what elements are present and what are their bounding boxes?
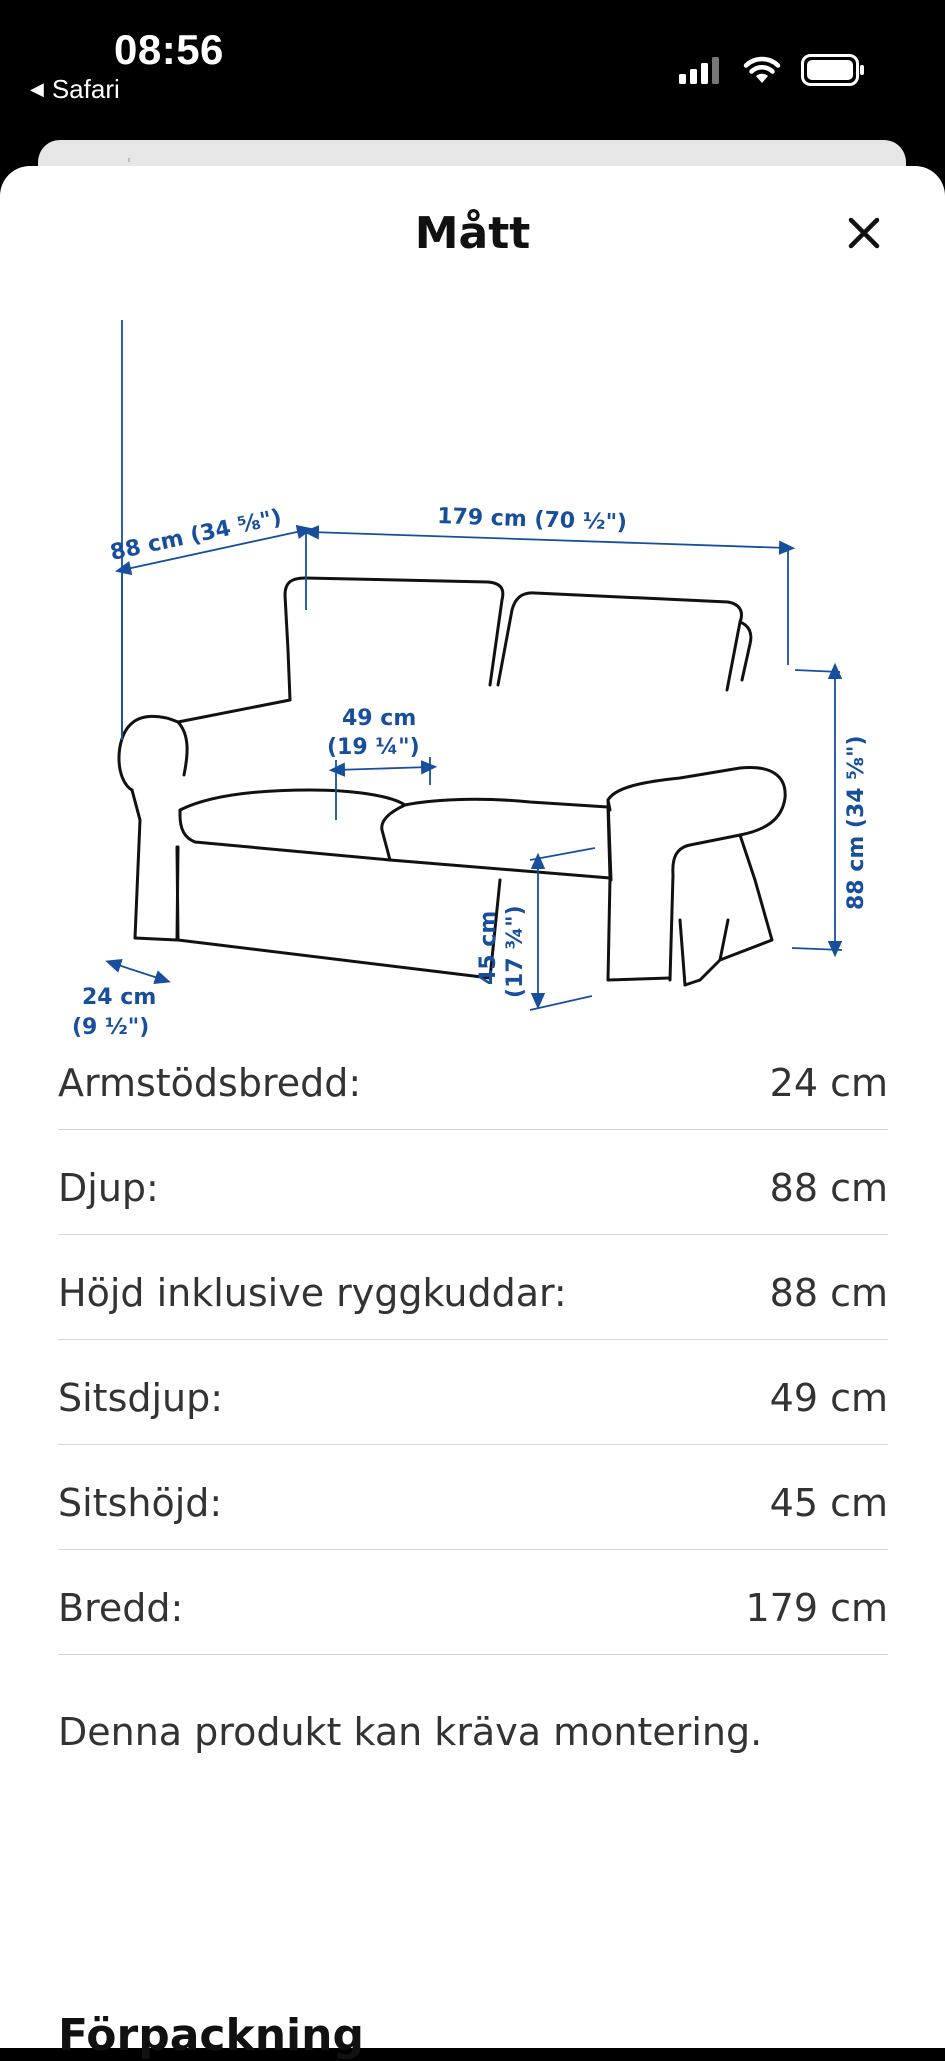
- spec-row-height: [58, 1235, 888, 1340]
- close-button[interactable]: [841, 210, 887, 256]
- spec-label: Sitshöjd:: [58, 1481, 223, 1525]
- spec-row-width: [58, 1550, 888, 1655]
- seat-height-cm-label: 45 cm: [476, 910, 501, 985]
- dimension-specs-list: [58, 1025, 888, 1655]
- spec-row-seat-depth: [58, 1340, 888, 1445]
- spec-value: 45 cm: [769, 1481, 888, 1525]
- spec-row-depth: [58, 1130, 888, 1235]
- back-to-app-button[interactable]: [30, 74, 120, 105]
- battery-icon: [801, 54, 865, 86]
- spec-label: Djup:: [58, 1166, 159, 1210]
- wifi-icon: [743, 56, 781, 84]
- seat-depth-in-label: (19 ¼"): [327, 735, 420, 760]
- cellular-signal-icon: [679, 56, 723, 84]
- armrest-in-label: (9 ½"): [72, 1015, 150, 1040]
- background-page-hint: [128, 158, 188, 162]
- spec-label: Bredd:: [58, 1586, 184, 1630]
- spec-label: Höjd inklusive ryggkuddar:: [58, 1271, 567, 1315]
- spec-label: Armstödsbredd:: [58, 1061, 362, 1105]
- spec-value: 49 cm: [769, 1376, 888, 1420]
- height-dimension-label: 88 cm (34 ⅝"): [844, 735, 869, 910]
- spec-row-seat-height: [58, 1445, 888, 1550]
- status-bar: [0, 0, 945, 140]
- spec-row-armrest-width: [58, 1025, 888, 1130]
- sheet-title: Mått: [414, 208, 531, 259]
- back-triangle-icon: ◀: [30, 79, 44, 99]
- spec-value: 88 cm: [769, 1166, 888, 1210]
- spec-value: 88 cm: [769, 1271, 888, 1315]
- seat-height-in-label: (17 ¾"): [503, 905, 528, 998]
- seat-depth-cm-label: 49 cm: [342, 706, 417, 731]
- sofa-dimension-diagram: [60, 320, 890, 1040]
- depth-dimension-label: 88 cm (34 ⅝"): [108, 505, 284, 566]
- next-section-heading[interactable]: Förpackning: [58, 2010, 364, 2061]
- status-icons: [679, 54, 865, 86]
- assembly-note: Denna produkt kan kräva montering.: [58, 1710, 763, 1754]
- width-dimension-label: 179 cm (70 ½"): [436, 504, 628, 536]
- back-app-label: Safari: [51, 74, 120, 104]
- armrest-cm-label: 24 cm: [82, 985, 157, 1010]
- spec-value: 24 cm: [769, 1061, 888, 1105]
- close-icon: [847, 216, 881, 250]
- spec-label: Sitsdjup:: [58, 1376, 224, 1420]
- clock-time: 08:56: [114, 26, 224, 73]
- spec-value: 179 cm: [745, 1586, 888, 1630]
